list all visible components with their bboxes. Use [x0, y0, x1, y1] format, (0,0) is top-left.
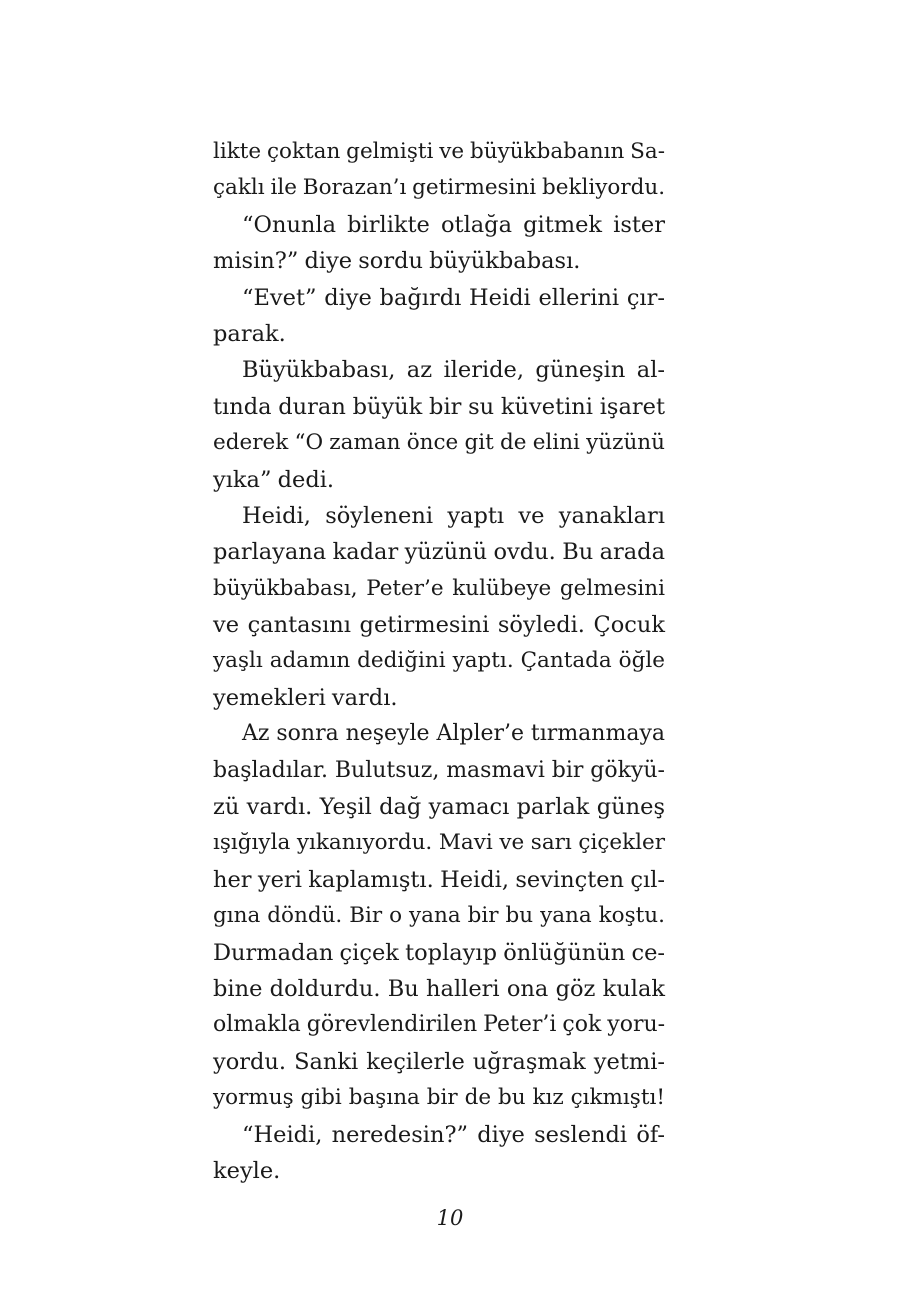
- text-line: Durmadan çiçek toplayıp önlüğünün ce-: [213, 939, 665, 966]
- text-line: yaşlı adamın dediğini yaptı. Çantada öğle: [213, 648, 665, 674]
- text-line: ederek “O zaman önce git de elini yüzünü: [213, 430, 665, 456]
- body-text: [213, 134, 665, 1189]
- text-line: Az sonra neşeyle Alpler’e tırmanmaya: [242, 721, 665, 747]
- text-line: “Evet” diye bağırdı Heidi ellerini çır-: [242, 284, 665, 311]
- text-line: “Heidi, neredesin?” diye seslendi öf-: [242, 1121, 665, 1148]
- text-line: başladılar. Bulutsuz, masmavi bir gökyü-: [213, 757, 665, 783]
- text-line: büyükbabası, Peter’e kulübeye gelmesini: [213, 575, 665, 601]
- text-line: olmakla görevlendirilen Peter’i çok yoru-: [213, 1012, 666, 1038]
- text-line: yormuş gibi başına bir de bu kız çıkmıştı!: [213, 1085, 665, 1111]
- text-line: likte çoktan gelmişti ve büyükbabanın Sa-: [213, 139, 665, 164]
- text-line: çaklı ile Borazan’ı getirmesini bekliyordu.: [213, 175, 666, 201]
- text-line: zü vardı. Yeşil dağ yamacı parlak güneş: [213, 794, 665, 821]
- text-line: ve çantasını getirmesini söyledi. Çocuk: [213, 612, 665, 639]
- text-line: yordu. Sanki keçilerle uğraşmak yetmi-: [213, 1048, 665, 1075]
- text-line: ışığıyla yıkanıyordu. Mavi ve sarı çiçekler: [213, 830, 665, 856]
- text-line: gına döndü. Bir o yana bir bu yana koştu.: [213, 903, 665, 929]
- text-line: parak.: [213, 320, 286, 347]
- text-line: Büyükbabası, az ileride, güneşin al-: [242, 357, 665, 384]
- text-line: misin?” diye sordu büyükbabası.: [213, 248, 581, 275]
- text-line: yemekleri vardı.: [213, 684, 398, 711]
- text-line: her yeri kaplamıştı. Heidi, sevinçten çıl-: [213, 866, 665, 893]
- text-line: “Onunla birlikte otlağa gitmek ister: [242, 211, 665, 238]
- text-line: yıka” dedi.: [213, 466, 335, 493]
- page-number: 10: [436, 1206, 464, 1230]
- text-line: Heidi, söyleneni yaptı ve yanakları: [242, 502, 665, 529]
- text-line: tında duran büyük bir su küvetini işaret: [213, 393, 665, 420]
- text-line: keyle.: [213, 1157, 281, 1184]
- text-line: parlayana kadar yüzünü ovdu. Bu arada: [213, 539, 665, 566]
- text-line: bine doldurdu. Bu halleri ona göz kulak: [213, 975, 665, 1002]
